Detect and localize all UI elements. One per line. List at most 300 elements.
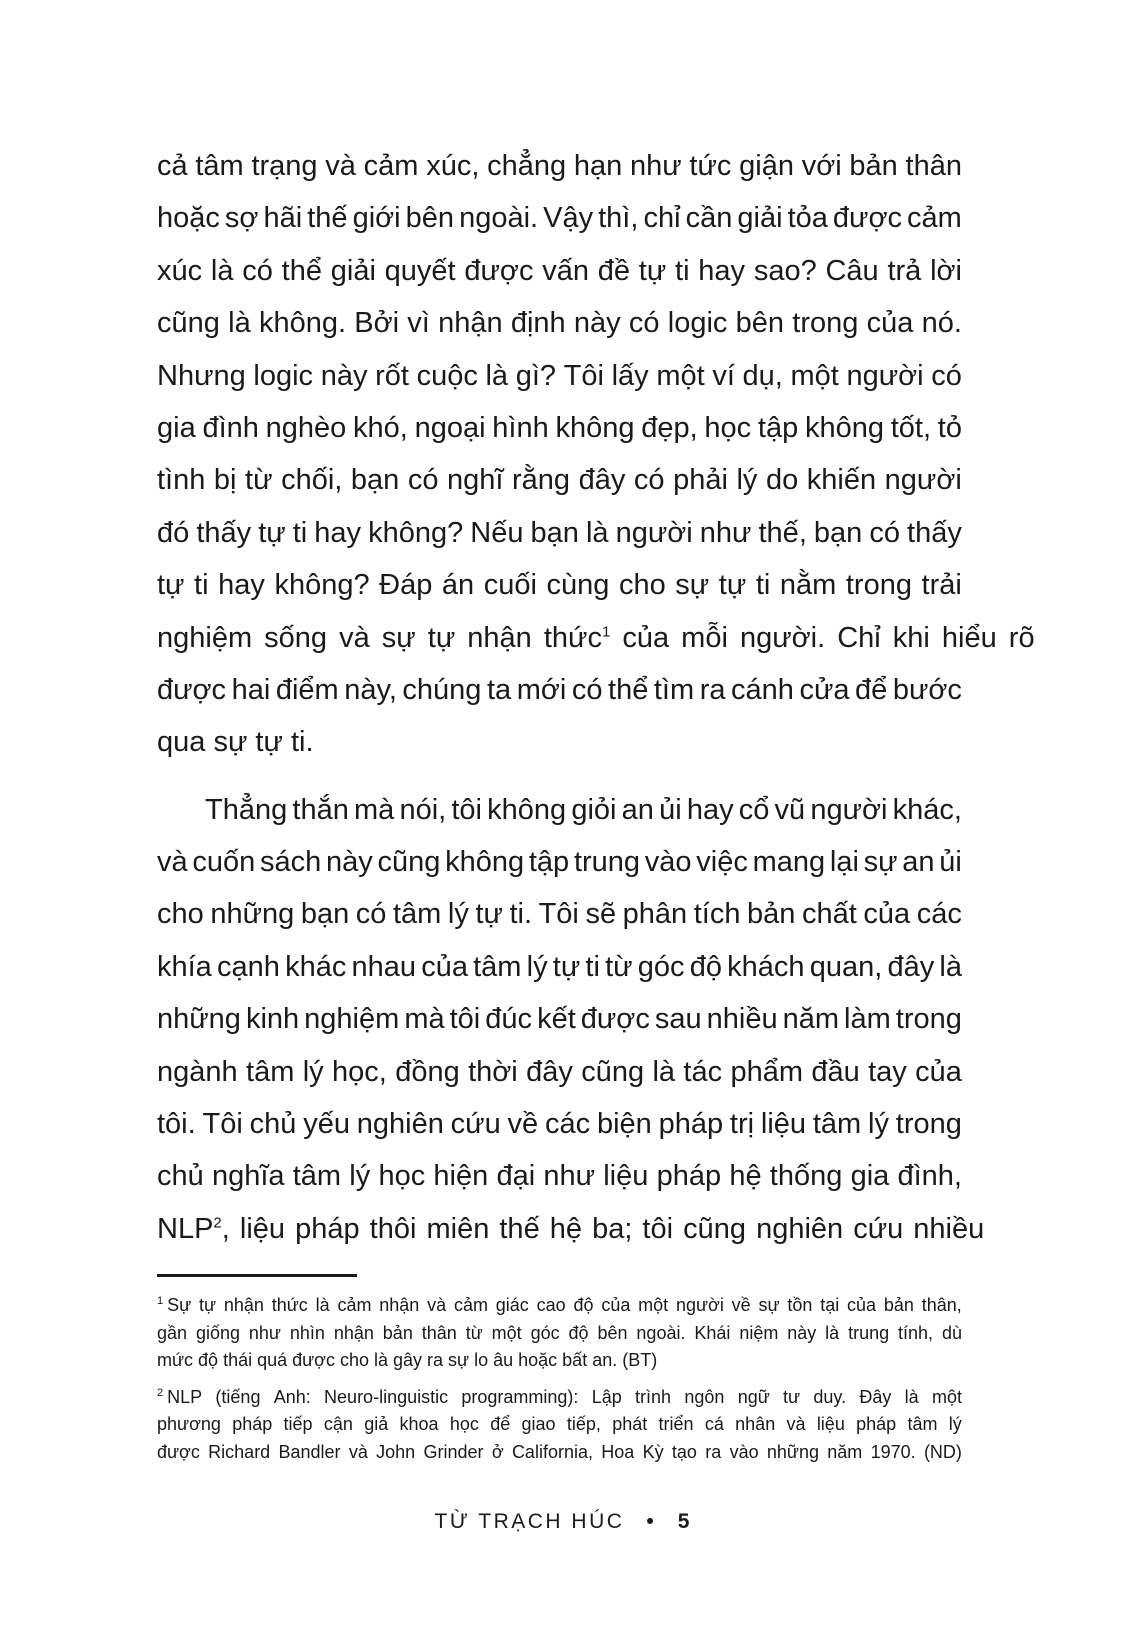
word: sự (863, 846, 898, 879)
word: Đáp (379, 569, 433, 602)
word: logic (253, 359, 314, 392)
word: Câu (825, 254, 879, 287)
word: bạn (350, 464, 400, 497)
word: chủ (157, 1160, 204, 1193)
word: hoặc (157, 202, 220, 235)
word: cả (157, 150, 188, 182)
word: về (507, 1108, 539, 1141)
text-line (157, 941, 962, 993)
word: ngoại (414, 411, 486, 444)
word: không (555, 411, 635, 444)
word: tự (718, 569, 747, 602)
word: cạnh (217, 950, 280, 983)
word: lời (930, 254, 962, 287)
word: và (348, 1441, 368, 1462)
footnote-marker: 1 (157, 1295, 164, 1307)
word: cánh (731, 673, 794, 706)
word: an (902, 846, 935, 879)
text-line (157, 836, 962, 888)
word: gì? (515, 359, 557, 392)
word: của (915, 1055, 962, 1088)
word: mới (516, 673, 567, 706)
text-line (157, 784, 962, 836)
word: đây (887, 950, 935, 983)
word: yếu (303, 1108, 350, 1141)
footnote-ref-2[interactable]: 2 (213, 1214, 222, 1232)
word: là (939, 950, 962, 983)
word: được (832, 202, 902, 235)
word: đình (202, 411, 259, 444)
word: và (325, 150, 356, 182)
word: tâm (246, 1055, 295, 1088)
word: được (157, 673, 227, 706)
word: thấy (907, 516, 962, 549)
word: án (441, 569, 475, 602)
word: học (704, 411, 752, 444)
word: (ND) (923, 1441, 962, 1462)
word: tôi (449, 1003, 481, 1036)
word: pháp (856, 1414, 897, 1434)
word: pháp (232, 1414, 273, 1434)
word: lý (447, 898, 469, 931)
word: chủ (249, 1108, 297, 1141)
word: sao? (753, 254, 817, 287)
word: khác, (892, 793, 962, 826)
word: ủi (659, 793, 682, 826)
word: Kỳ (642, 1441, 664, 1462)
word: có (355, 898, 387, 931)
word: này (320, 359, 368, 392)
word: như (630, 150, 682, 182)
word: bản (849, 150, 898, 182)
word: giận (739, 150, 794, 182)
word: ti (194, 569, 209, 602)
word: điểm (275, 673, 339, 706)
word: là (585, 516, 609, 549)
word: đây (578, 464, 626, 497)
word: thắn (292, 793, 349, 826)
text-line (157, 993, 962, 1045)
word: lý (736, 464, 758, 497)
word: cá (704, 1414, 724, 1434)
word: đồng (395, 1055, 460, 1088)
word: kinh (245, 1003, 300, 1036)
word: do (765, 464, 799, 497)
word: bản (883, 1295, 914, 1315)
word: tạo (671, 1441, 697, 1462)
word: nói, (399, 793, 447, 826)
text-segment: qua sự tự ti. (157, 726, 314, 759)
word: vũ (774, 793, 806, 826)
word: Grinder (423, 1441, 484, 1462)
word: hình (492, 411, 549, 444)
word: $^2$ NLP (157, 1386, 203, 1407)
word: nghèo (265, 411, 347, 444)
word: quyết (384, 254, 456, 287)
word: cận (323, 1414, 353, 1434)
word: liệu (816, 1414, 845, 1434)
word: cuộc (416, 359, 478, 392)
word: một (790, 359, 839, 392)
word: phải (673, 464, 728, 497)
word: làm (844, 1003, 891, 1036)
word: bạn (300, 898, 350, 931)
word: trong (845, 569, 912, 602)
word: từ (245, 464, 273, 497)
footnote-separator-rule (157, 1274, 357, 1277)
footnote-line (157, 1439, 962, 1467)
word: năm (782, 1003, 840, 1036)
word: tâm (392, 898, 442, 931)
word: nhận (333, 1322, 374, 1343)
word: không. (258, 307, 347, 340)
word: tại (820, 1295, 840, 1315)
word: Khái (694, 1322, 731, 1343)
footnote-line (157, 1411, 962, 1439)
word: những (766, 1441, 819, 1462)
word: California, (511, 1441, 593, 1462)
word: giác (495, 1295, 529, 1315)
word: khác (285, 950, 347, 983)
word: ở (491, 1441, 504, 1462)
word: khoa (399, 1414, 439, 1434)
word: năm (827, 1441, 863, 1462)
footnote-line (157, 1384, 962, 1412)
word: duy. (813, 1386, 847, 1407)
word: thân (905, 150, 962, 182)
word: bạn (813, 516, 863, 549)
word: giao (521, 1414, 556, 1434)
word: ngoài. (636, 1322, 686, 1343)
word: thời (468, 1055, 518, 1088)
word: bản (382, 1322, 413, 1343)
word: một (491, 1322, 522, 1343)
word: lấy (611, 359, 649, 392)
word: Đây (859, 1386, 892, 1407)
word: giả (364, 1414, 389, 1434)
word: đại (496, 1160, 536, 1193)
word: thể (281, 254, 322, 287)
word: programming): (461, 1386, 579, 1407)
word: phương (157, 1414, 221, 1434)
word: hãi (263, 202, 303, 235)
word: nó. (921, 307, 962, 340)
word: là (904, 1386, 919, 1407)
word: đúc (485, 1003, 533, 1036)
word: sự (758, 1295, 780, 1315)
word: hay (314, 516, 362, 549)
word: nghĩ (447, 464, 504, 497)
word: gia (850, 1160, 890, 1193)
word: tồn (787, 1295, 813, 1315)
word: (tiếng (215, 1386, 261, 1407)
word: như (543, 1160, 596, 1193)
word: giải (737, 202, 783, 235)
word: trình (635, 1386, 672, 1407)
word: Nhưng (157, 359, 246, 392)
word: đề (597, 254, 631, 287)
page-number: 5 (677, 1510, 692, 1533)
text-line-with-footnote-ref (157, 612, 1035, 664)
word: pháp (656, 1160, 722, 1193)
word: độ (689, 950, 722, 983)
word: thế (307, 202, 348, 235)
paragraph-2 (157, 784, 985, 1256)
word: ví (712, 359, 735, 392)
word: của (863, 898, 911, 931)
word: bản (747, 898, 796, 931)
word: trung (573, 846, 641, 879)
word: ti (292, 516, 308, 549)
word: tự (157, 569, 185, 602)
word: tự (552, 950, 581, 983)
word: ngôn (684, 1386, 725, 1407)
word: tư (783, 1386, 801, 1407)
word: ủi (939, 846, 962, 879)
word: vì (407, 307, 430, 340)
word: chối, (281, 464, 343, 497)
word: tập (757, 411, 799, 444)
word: một (638, 1295, 669, 1315)
word: không (487, 793, 567, 826)
word: bên (405, 202, 455, 235)
word: Tôi (202, 1108, 243, 1141)
word: có (407, 464, 439, 497)
word: giỏi (571, 793, 617, 826)
word: hay (218, 569, 265, 602)
footnote-line (157, 1292, 962, 1320)
word: đây (526, 1055, 573, 1088)
footnotes (157, 1292, 962, 1475)
word: này, (344, 673, 397, 706)
word: và (786, 1414, 806, 1434)
word: thân, (921, 1295, 962, 1315)
word: phân (622, 898, 688, 931)
word: này (326, 846, 373, 879)
word: nghĩa (211, 1160, 285, 1193)
word: Neuro-linguistic (324, 1386, 449, 1407)
word: sự (675, 569, 710, 602)
word: chúng (402, 673, 482, 706)
word: cùng (546, 569, 610, 602)
footnote-2 (157, 1384, 962, 1467)
word: hay (686, 793, 734, 826)
footnote-marker: 2 (157, 1386, 164, 1399)
word: trị (729, 1108, 755, 1141)
word: khiến (806, 464, 877, 497)
word: tôi. (157, 1108, 196, 1141)
text-segment: nghiệm sống và sự tự nhận thức$^1$ của mỗi người. Chỉ khi hiểu rõ (157, 621, 1035, 654)
word: lý (526, 950, 548, 983)
word: của (847, 1295, 877, 1315)
word: John (376, 1441, 416, 1462)
word: từ (465, 1322, 483, 1343)
word: có (242, 254, 273, 287)
word: là (315, 1295, 330, 1315)
word: tình (157, 464, 206, 497)
word: liệu (603, 1160, 649, 1193)
word: cảm (363, 150, 419, 182)
word: khách (727, 950, 805, 983)
word: tiếp, (566, 1414, 601, 1434)
word: nhiều (706, 1003, 778, 1036)
word: từ (605, 950, 633, 983)
word: bị (213, 464, 237, 497)
word: đình, (897, 1160, 962, 1193)
word: tự (199, 1295, 217, 1315)
word: lại (829, 846, 859, 879)
word: cho (157, 898, 204, 931)
word: vấn (542, 254, 589, 287)
footnote-ref-1[interactable]: 1 (601, 622, 611, 640)
word: niệm (739, 1322, 779, 1343)
word: độ (573, 1295, 594, 1315)
word: chẳng (487, 150, 567, 182)
word: tập (528, 846, 570, 879)
word: trải (921, 569, 962, 602)
word: hay (698, 254, 746, 287)
word: tác (683, 1055, 723, 1088)
word: và (427, 1295, 447, 1315)
word: định (510, 307, 566, 340)
word: ti (585, 950, 600, 983)
word: người (846, 359, 924, 392)
word: học, (332, 1055, 387, 1088)
word: của (601, 1295, 631, 1315)
word: $^1$ Sự (157, 1295, 192, 1315)
text-line (157, 1098, 962, 1150)
word: đó (157, 516, 190, 549)
running-footer (0, 1510, 1126, 1534)
word: lý (868, 1108, 889, 1141)
word: Tôi (563, 359, 604, 392)
word: Thẳng (205, 793, 288, 826)
word: được (464, 254, 534, 287)
word: tích (693, 898, 741, 931)
word: tay (868, 1055, 907, 1088)
word: trạng (251, 150, 318, 182)
word: nghiên (356, 1108, 444, 1141)
word: bên (735, 307, 785, 340)
word: Bởi (354, 307, 400, 340)
word: việc (696, 846, 748, 879)
word: có (628, 307, 660, 340)
word: dù (941, 1322, 962, 1343)
word: góc (637, 950, 685, 983)
word: rằng (512, 464, 571, 497)
word: sợ (224, 202, 259, 235)
word: một (656, 359, 705, 392)
word: cuối (483, 569, 537, 602)
word: 1970. (870, 1441, 916, 1462)
word: bước (892, 673, 962, 706)
word: được (580, 1003, 650, 1036)
word: thì, (598, 202, 639, 235)
word: lý (349, 1160, 371, 1193)
word: nhận (223, 1295, 264, 1315)
text-line (157, 507, 962, 559)
word: cao (536, 1295, 566, 1315)
word: những (210, 898, 295, 931)
word: tốt, (890, 411, 932, 444)
word: như (248, 1322, 281, 1343)
word: dụ, (742, 359, 783, 392)
word: trả (887, 254, 922, 287)
word: ti (755, 569, 771, 602)
word: cũng (581, 1055, 645, 1088)
word: để (490, 1414, 511, 1434)
word: khía (157, 950, 212, 983)
word: là (652, 1055, 676, 1088)
word: góc (530, 1322, 560, 1343)
word: thấy (196, 516, 252, 549)
word: thân (421, 1322, 457, 1343)
word: tâm (473, 950, 522, 983)
word: chất (801, 898, 857, 931)
word: bạn (530, 516, 579, 549)
word: quan, (809, 950, 883, 983)
word: có (931, 359, 962, 392)
word: cảm (907, 202, 962, 235)
text-line (157, 664, 962, 716)
footnote-1 (157, 1292, 962, 1375)
word: cho (618, 569, 666, 602)
word: này (787, 1322, 817, 1343)
text-segment: mức độ thái quá được cho là gây ra sự lo âu hoặc bất an. (BT) (157, 1350, 658, 1370)
word: ti (675, 254, 690, 287)
word: lý (302, 1055, 324, 1088)
word: ra (705, 1441, 722, 1462)
word: cũng (377, 846, 441, 879)
text-line (157, 350, 962, 402)
word: như (699, 516, 752, 549)
word: các (916, 898, 962, 931)
word: độ (568, 1322, 589, 1343)
word: mà (354, 793, 395, 826)
word: trong (792, 307, 859, 340)
word: vào (644, 846, 692, 879)
word: là (485, 359, 509, 392)
word: Hoa (601, 1441, 635, 1462)
word: nghiệm (304, 1003, 400, 1036)
word: cửa (799, 673, 850, 706)
word: tự (475, 898, 503, 931)
word: thức (271, 1295, 308, 1315)
word: sách (260, 846, 322, 879)
word: không? (274, 569, 370, 602)
word: nhau (351, 950, 417, 983)
word: người (884, 464, 962, 497)
word: rốt (375, 359, 409, 392)
footer-separator-dot: • (646, 1510, 656, 1533)
text-segment: NLP$^2$, liệu pháp thôi miên thế hệ ba; tôi cũng nghiên cứu nhiều (157, 1212, 985, 1245)
word: không (804, 411, 884, 444)
text-line (157, 297, 962, 349)
word: gần (157, 1322, 188, 1343)
word: ti. (509, 898, 533, 931)
word: sau (654, 1003, 702, 1036)
word: người (675, 1295, 724, 1315)
text-line (157, 1046, 962, 1098)
word: tỏa (787, 202, 828, 235)
text-line (157, 402, 962, 454)
word: giới (352, 202, 401, 235)
word: cứu (450, 1108, 501, 1141)
word: sẽ (585, 898, 617, 931)
word: tức (689, 150, 732, 182)
word: nhận (379, 1295, 420, 1315)
word: có (571, 673, 603, 706)
